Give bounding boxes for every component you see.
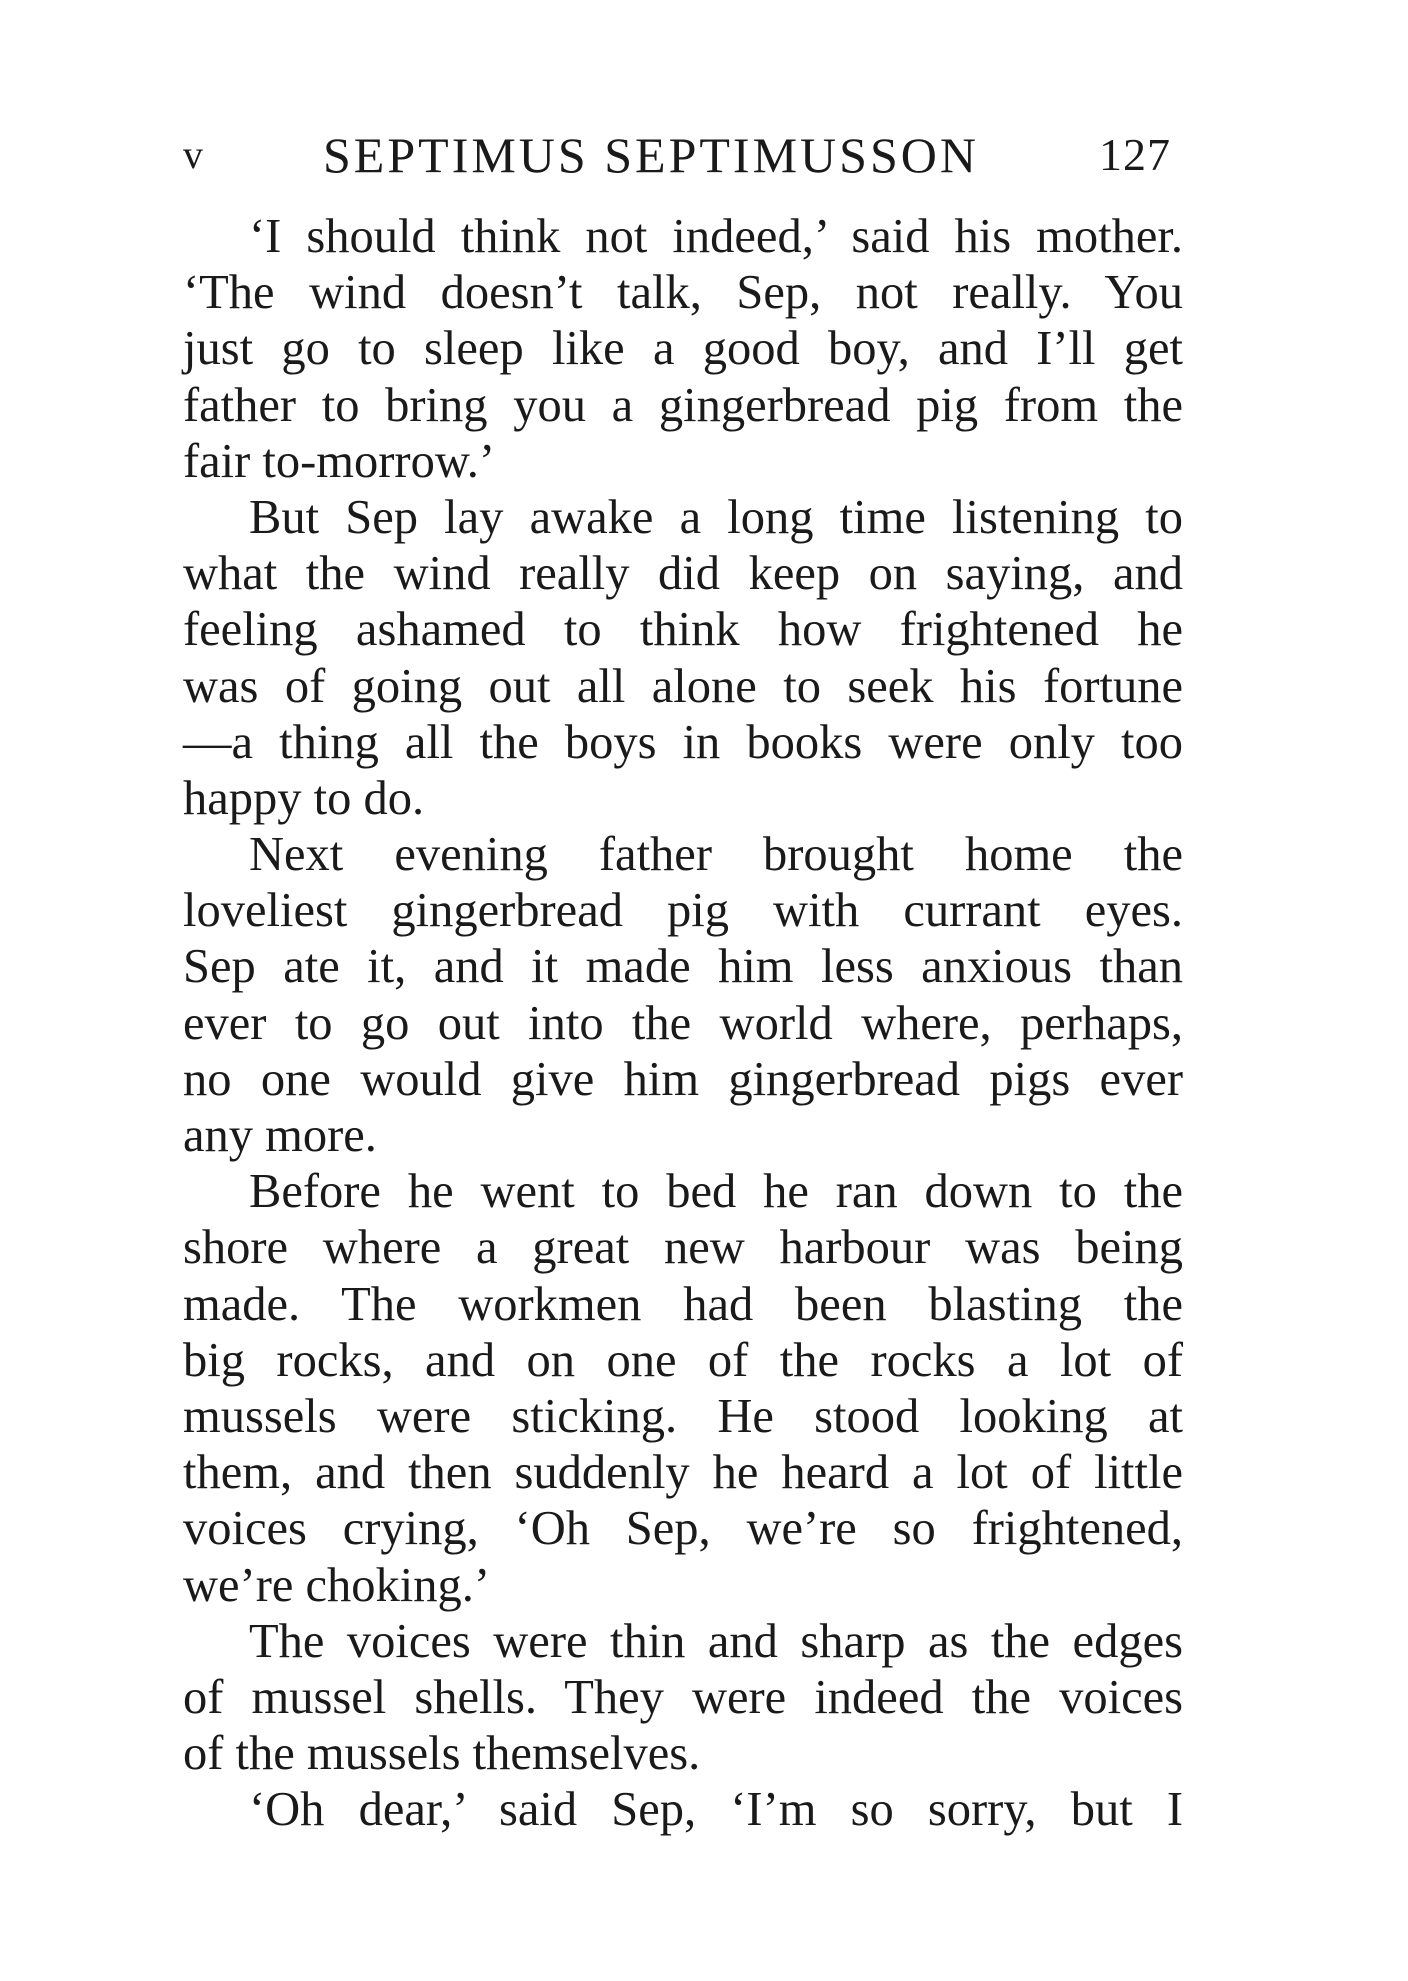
text-line: mussels were sticking. He stood looking at <box>183 1389 1183 1443</box>
text-line: Sep ate it, and it made him less anxious than <box>183 940 1183 994</box>
paragraph <box>183 1164 1183 1614</box>
paragraph <box>183 1614 1183 1783</box>
text-line: The voices were thin and sharp as the edges <box>249 1614 1183 1668</box>
text-line: loveliest gingerbread pig with currant eyes. <box>183 884 1183 938</box>
text-line: no one would give him gingerbread pigs ever <box>183 1052 1183 1106</box>
text-line: Next evening father brought home the <box>249 828 1183 882</box>
chapter-number: v <box>183 132 203 177</box>
text-line: made. The workmen had been blasting the <box>183 1277 1183 1331</box>
running-head <box>183 120 1183 190</box>
page-number: 127 <box>1099 129 1171 180</box>
paragraph <box>183 209 1183 490</box>
text-line: voices crying, ‘Oh Sep, we’re so frightened, <box>183 1502 1183 1556</box>
text-line: —a thing all the boys in books were only too <box>183 715 1183 769</box>
text-line: was of going out all alone to seek his fortune <box>183 659 1183 713</box>
text-line: what the wind really did keep on saying, and <box>183 547 1183 601</box>
text-line: we’re choking.’ <box>183 1558 491 1612</box>
text-line: happy to do. <box>183 771 425 825</box>
text-line: any more. <box>183 1109 377 1162</box>
text-line: ‘The wind doesn’t talk, Sep, not really. You <box>183 266 1183 320</box>
text-line: But Sep lay awake a long time listening to <box>249 490 1183 544</box>
text-line: ‘I should think not indeed,’ said his mother. <box>249 210 1183 263</box>
text-line: of mussel shells. They were indeed the voices <box>183 1670 1183 1724</box>
text-line: fair to-morrow.’ <box>183 434 495 488</box>
text-line: of the mussels themselves. <box>183 1727 701 1781</box>
text-line: big rocks, and on one of the rocks a lot of <box>183 1333 1183 1387</box>
text-line: Before he went to bed he ran down to the <box>249 1165 1183 1219</box>
body-text <box>183 209 1183 1838</box>
text-line: them, and then suddenly he heard a lot of little <box>183 1446 1183 1500</box>
text-line: feeling ashamed to think how frightened he <box>183 603 1183 657</box>
text-line: ‘Oh dear,’ said Sep, ‘I’m so sorry, but I <box>249 1783 1183 1837</box>
text-line: just go to sleep like a good boy, and I’ll get <box>183 322 1183 376</box>
paragraph <box>183 490 1183 827</box>
paragraph <box>183 827 1183 1164</box>
text-line: father to bring you a gingerbread pig from the <box>183 378 1183 432</box>
text-line: ever to go out into the world where, perhaps, <box>183 996 1183 1050</box>
text-line: shore where a great new harbour was being <box>183 1221 1183 1275</box>
running-title: SEPTIMUS SEPTIMUSSON <box>323 127 979 183</box>
paragraph <box>183 1782 1183 1838</box>
